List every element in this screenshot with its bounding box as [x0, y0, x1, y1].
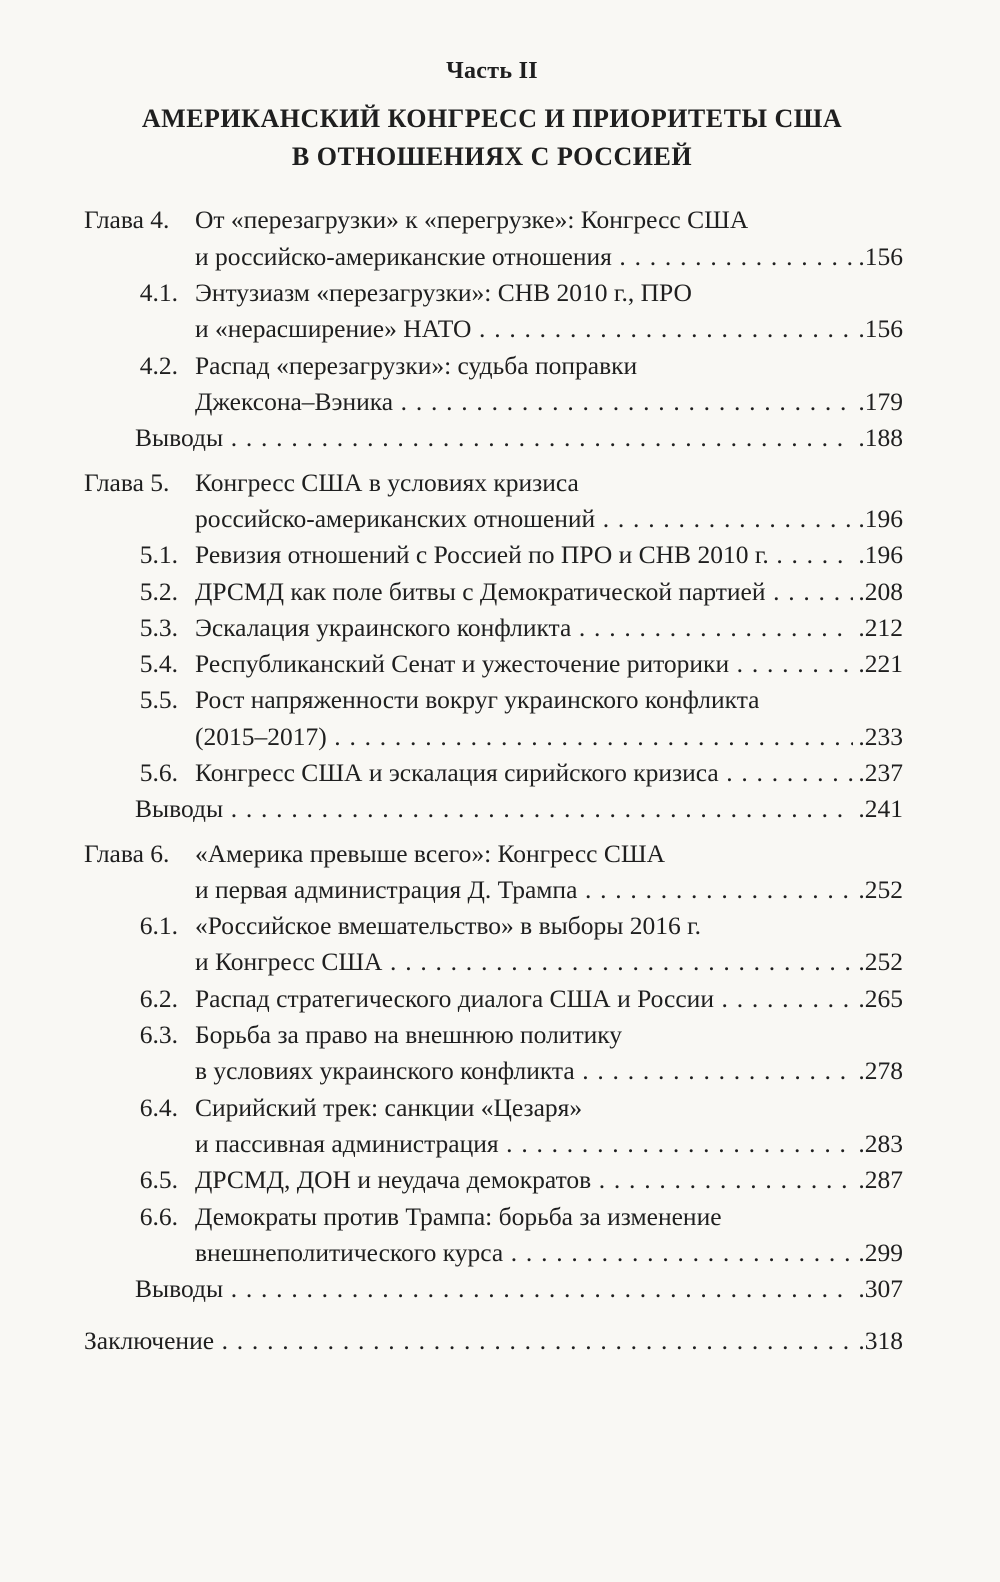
section-number: 6.6.: [139, 1202, 178, 1231]
conclusions-label: Выводы . . .: [135, 791, 902, 827]
section-number: 5.2.: [139, 577, 178, 606]
section-title-cont: и Конгресс США . . .: [195, 944, 902, 980]
toc-entry-conclusions[interactable]: [0, 1271, 1000, 1307]
page-number: .287: [853, 1162, 903, 1198]
section-number: 6.4.: [139, 1093, 178, 1122]
section-title: Энтузиазм «перезагрузки»: СНВ 2010 г., ПРО: [195, 278, 692, 307]
toc-entry[interactable]: [0, 384, 1000, 420]
page-number: .233: [853, 719, 903, 755]
chapter-number: Глава 4.: [84, 205, 170, 234]
section-title: ДРСМД как поле битвы с Демократической партией . . .: [195, 574, 902, 610]
chapter-6-heading: [0, 836, 1000, 872]
section-title-cont: внешнеполитического курса . . .: [195, 1235, 902, 1271]
toc-entry[interactable]: [0, 275, 1000, 311]
section-title-cont: и «нерасширение» НАТО . . .: [195, 311, 902, 347]
section-title-cont: (2015–2017) . . .: [195, 719, 902, 755]
section-title: Эскалация украинского конфликта . . .: [195, 610, 902, 646]
chapter-5-heading: [0, 465, 1000, 501]
page-number: .208: [853, 574, 903, 610]
page-number: .188: [853, 420, 903, 456]
section-title-cont: в условиях украинского конфликта . . .: [195, 1053, 902, 1089]
toc-entry[interactable]: [0, 981, 1000, 1017]
page-number: .221: [853, 646, 903, 682]
page-number: .299: [853, 1235, 903, 1271]
page-number: .283: [853, 1126, 903, 1162]
toc-entry-conclusions[interactable]: [0, 791, 1000, 827]
page-number: .156: [853, 239, 903, 275]
conclusions-label: Выводы . . .: [135, 1271, 902, 1307]
section-number: 5.4.: [139, 649, 178, 678]
page-number: .265: [853, 981, 903, 1017]
toc-entry[interactable]: [0, 239, 1000, 275]
section-number: 5.3.: [139, 613, 178, 642]
conclusion-label: Заключение . . .: [84, 1323, 902, 1359]
toc-entry[interactable]: [0, 537, 1000, 573]
page-number: .252: [853, 944, 903, 980]
page-number: .212: [853, 610, 903, 646]
section-number: 6.2.: [139, 984, 178, 1013]
toc-entry[interactable]: [0, 311, 1000, 347]
toc-entry-final-conclusion[interactable]: [0, 1323, 1000, 1359]
toc-entry-conclusions[interactable]: [0, 420, 1000, 456]
chapter-number: Глава 6.: [84, 839, 170, 868]
toc-entry[interactable]: [0, 1090, 1000, 1126]
section-title: Республиканский Сенат и ужесточение риторики . . .: [195, 646, 902, 682]
toc-entry[interactable]: [0, 1017, 1000, 1053]
section-title: Сирийский трек: санкции «Цезаря»: [195, 1093, 583, 1122]
section-title: Ревизия отношений с Россией по ПРО и СНВ 2010 г. . . .: [195, 537, 902, 573]
chapter-title: От «перезагрузки» к «перегрузке»: Конгресс США: [195, 205, 749, 234]
toc-entry[interactable]: [0, 872, 1000, 908]
section-title-cont: Джексона–Вэника . . .: [195, 384, 902, 420]
toc-entry[interactable]: [0, 1235, 1000, 1271]
chapter-title-cont: и российско-американские отношения . . .: [195, 239, 902, 275]
page-number: .307: [853, 1271, 903, 1307]
part-label: Часть II: [446, 58, 538, 84]
page-number: .156: [853, 311, 903, 347]
toc-entry[interactable]: [0, 1199, 1000, 1235]
section-number: 6.3.: [139, 1020, 178, 1049]
section-title: Распад стратегического диалога США и России . . .: [195, 981, 902, 1017]
section-title-cont: и пассивная администрация . . .: [195, 1126, 902, 1162]
toc-entry[interactable]: [0, 1126, 1000, 1162]
section-title: Рост напряженности вокруг украинского конфликта: [195, 685, 760, 714]
toc-entry[interactable]: [0, 1053, 1000, 1089]
toc-entry[interactable]: [0, 755, 1000, 791]
page-number: .179: [853, 384, 903, 420]
section-number: 5.6.: [139, 758, 178, 787]
page-number: .252: [853, 872, 903, 908]
chapter-title-cont: и первая администрация Д. Трампа . . .: [195, 872, 902, 908]
section-number: 4.1.: [139, 278, 178, 307]
section-title: ДРСМД, ДОН и неудача демократов . . .: [195, 1162, 902, 1198]
section-title: Конгресс США и эскалация сирийского кризиса . . .: [195, 755, 902, 791]
page-number: .237: [853, 755, 903, 791]
part-title-line-2: В ОТНОШЕНИЯХ С РОССИЕЙ: [291, 142, 693, 171]
toc-entry[interactable]: [0, 574, 1000, 610]
section-number: 4.2.: [139, 351, 178, 380]
chapter-title-cont: российско-американских отношений . . .: [195, 501, 902, 537]
page-number: .318: [853, 1323, 903, 1359]
chapter-title: Конгресс США в условиях кризиса: [195, 468, 579, 497]
section-number: 5.1.: [139, 540, 178, 569]
section-number: 6.1.: [139, 911, 178, 940]
chapter-number: Глава 5.: [84, 468, 170, 497]
toc-entry[interactable]: [0, 719, 1000, 755]
chapter-4-heading: [0, 202, 1000, 238]
page-number: .196: [853, 537, 903, 573]
toc-entry[interactable]: [0, 682, 1000, 718]
toc-entry[interactable]: [0, 348, 1000, 384]
section-title: Борьба за право на внешнюю политику: [195, 1020, 623, 1049]
section-title: Демократы против Трампа: борьба за изменение: [195, 1202, 722, 1231]
page-number: .241: [853, 791, 903, 827]
section-number: 5.5.: [139, 685, 178, 714]
section-number: 6.5.: [139, 1165, 178, 1194]
page-number: .278: [853, 1053, 903, 1089]
page-number: .196: [853, 501, 903, 537]
toc-entry[interactable]: [0, 501, 1000, 537]
section-title: «Российское вмешательство» в выборы 2016 г.: [195, 911, 702, 940]
toc-entry[interactable]: [0, 908, 1000, 944]
conclusions-label: Выводы . . .: [135, 420, 902, 456]
toc-entry[interactable]: [0, 646, 1000, 682]
toc-entry[interactable]: [0, 1162, 1000, 1198]
chapter-title: «Америка превыше всего»: Конгресс США: [195, 839, 666, 868]
section-title: Распад «перезагрузки»: судьба поправки: [195, 351, 638, 380]
toc-entry[interactable]: [0, 610, 1000, 646]
part-title-line-1: АМЕРИКАНСКИЙ КОНГРЕСС И ПРИОРИТЕТЫ США: [141, 104, 843, 133]
toc-entry[interactable]: [0, 944, 1000, 980]
